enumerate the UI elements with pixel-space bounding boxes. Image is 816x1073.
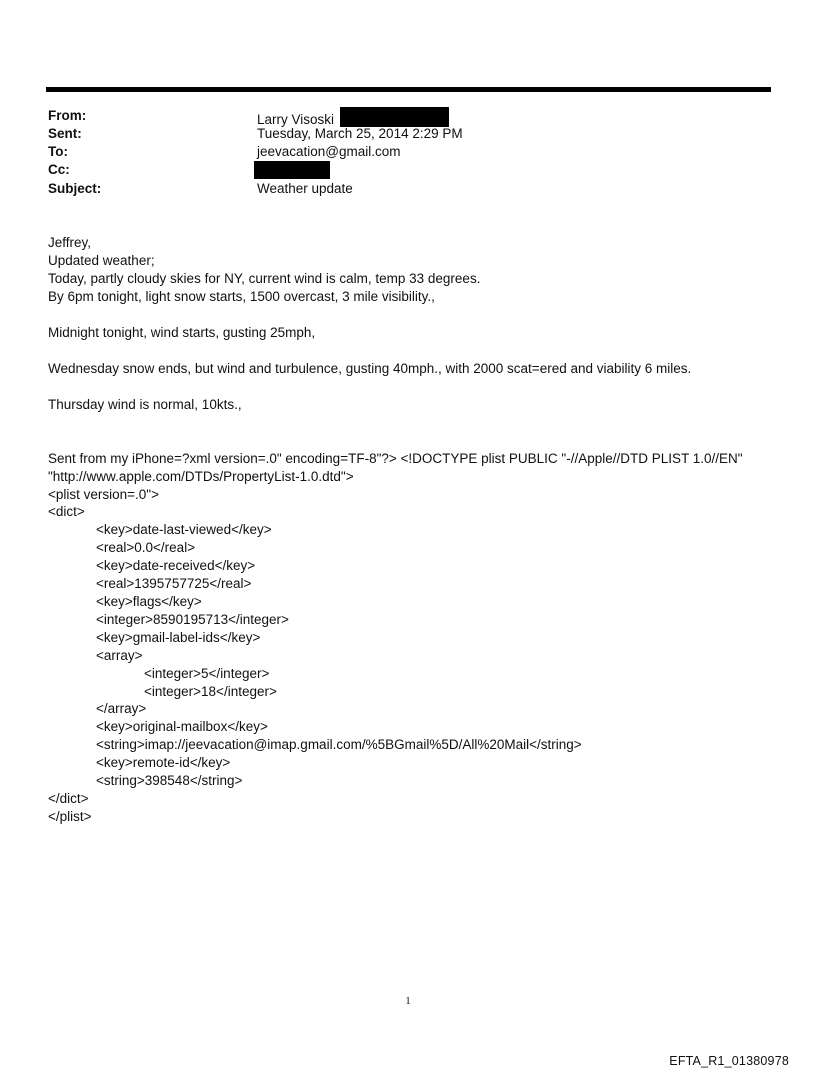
body-line: Today, partly cloudy skies for NY, current wind is calm, temp 33 degrees. [48,271,481,286]
subject-label: Subject: [48,181,102,196]
redaction-box [340,107,449,127]
body-line: By 6pm tonight, light snow starts, 1500 overcast, 3 mile visibility., [48,289,435,304]
code-line: </plist> [48,809,92,824]
signature-line: Sent from my iPhone=?xml version=.0" encoding=TF-8"?> <!DOCTYPE plist PUBLIC "-//Apple//DTD PLIST 1.0//EN" [48,451,743,466]
code-line: <real>1395757725</real> [96,576,252,591]
from-label: From: [48,108,87,123]
code-line: <array> [96,648,143,663]
code-line: <string>imap://jeevacation@imap.gmail.com/%5BGmail%5D/All%20Mail</string> [96,737,582,752]
code-line: "http://www.apple.com/DTDs/PropertyList-1.0.dtd"> [48,469,354,484]
body-line: Updated weather; [48,253,155,268]
to-label: To: [48,144,68,159]
code-line: <key>date-received</key> [96,558,256,573]
code-line: </dict> [48,791,89,806]
code-line: <key>date-last-viewed</key> [96,522,272,537]
cc-label: Cc: [48,162,70,177]
from-name: Larry Visoski [257,112,335,127]
bates-number: EFTA_R1_01380978 [669,1054,789,1068]
code-line: <integer>8590195713</integer> [96,612,289,627]
greeting: Jeffrey, [48,235,92,250]
code-line: <integer>5</integer> [144,666,270,681]
cc-value [257,161,330,181]
header-divider [46,87,771,92]
code-line: </array> [96,701,147,716]
code-line: <key>original-mailbox</key> [96,719,268,734]
body-line: Wednesday snow ends, but wind and turbulence, gusting 40mph., with 2000 scat=ered and viability 6 miles. [48,361,692,376]
page-number: 1 [405,995,411,1007]
body-line: Thursday wind is normal, 10kts., [48,397,242,412]
code-line: <key>gmail-label-ids</key> [96,630,261,645]
code-line: <key>remote-id</key> [96,755,231,770]
code-line: <dict> [48,504,85,519]
to-value: jeevacation@gmail.com [257,144,401,159]
code-line: <string>398548</string> [96,773,243,788]
sent-label: Sent: [48,126,82,141]
body-line: Midnight tonight, wind starts, gusting 25mph, [48,325,316,340]
code-line: <key>flags</key> [96,594,202,609]
subject-value: Weather update [257,181,353,196]
code-line: <plist version=.0"> [48,487,159,502]
code-line: <integer>18</integer> [144,684,277,699]
sent-value: Tuesday, March 25, 2014 2:29 PM [257,126,463,141]
code-line: <real>0.0</real> [96,540,196,555]
redaction-box [254,161,330,179]
